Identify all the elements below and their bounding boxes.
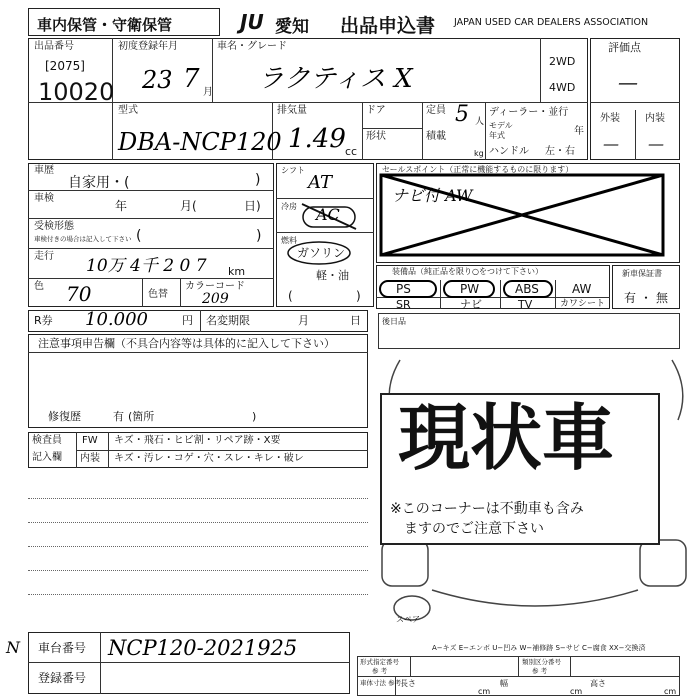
name-change-month: 月 — [298, 314, 309, 327]
fuel-paren-open: ( — [288, 289, 293, 303]
dealer-line4-choice: 左・右 — [545, 146, 575, 157]
registration-month: 7 — [183, 64, 200, 94]
exterior-value: — — [603, 134, 619, 153]
shape-label: 形状 — [366, 131, 386, 142]
fuel-label: 燃料 — [281, 236, 297, 245]
doors-label: ドア — [366, 105, 386, 116]
inspection-month: 月( — [180, 199, 197, 213]
shift-label: シフト — [281, 166, 305, 175]
receiving-paren: ( — [136, 228, 142, 244]
equipment-label: 装備品（純正品を限り○をつけて下さい） — [392, 267, 543, 276]
fuel-diesel: 軽・油 — [316, 269, 349, 282]
registration-month-unit: 月 — [203, 87, 213, 98]
warranty-no: 無 — [656, 291, 669, 305]
drive-2wd: 2WD — [549, 55, 576, 68]
equipment-item-aw: AW — [572, 282, 592, 296]
equipment-item-navi: ナビ — [460, 298, 482, 311]
dealer-line2: モデル — [489, 121, 513, 130]
receiving-label: 受検形態 — [34, 221, 74, 232]
spec-width: 幅 — [500, 679, 508, 688]
load-label: 積載 — [426, 131, 446, 142]
spec-body-size: 車体寸法 参考 — [360, 679, 402, 687]
equipment-item-seat: カワシート — [560, 299, 606, 309]
spec-model-no: 形式指定番号 — [360, 658, 399, 666]
car-name-value: ラクティス X — [258, 64, 413, 94]
load-unit: kg — [474, 149, 484, 158]
recycle-unit: 円 — [182, 314, 193, 327]
spec-height-unit: cm — [664, 687, 677, 696]
color-value: 70 — [66, 282, 92, 306]
spec-class-no: 類別区分番号 — [522, 658, 561, 666]
equipment-item-ps: PS — [396, 282, 411, 296]
interior-value: — — [648, 134, 664, 153]
equipment-item-abs: ABS — [515, 282, 539, 296]
repair-history-label: 修復歴 — [48, 410, 81, 423]
name-change-day: 日 — [350, 314, 361, 327]
reg-number-label: 登録番号 — [38, 671, 87, 685]
mileage-value: 10万 4千 2 0 7 — [86, 256, 207, 276]
car-name-label: 車名・グレード — [217, 41, 287, 52]
notes-label: 注意事項申告欄（不具合内容等は具体的に記入して下さい） — [38, 337, 335, 350]
history-value: 自家用・( — [68, 175, 130, 191]
ac-label: 冷房 — [281, 202, 297, 211]
sales-point-scribble: ナビ付 AW — [392, 186, 473, 205]
capacity-value: 5 — [455, 102, 469, 127]
paint-change-label: 色替 — [148, 289, 168, 300]
repair-history-close: ) — [252, 410, 257, 423]
name-change-label: 名変期限 — [206, 314, 250, 327]
spec-ref1: 参 考 — [372, 667, 388, 675]
later-items-box — [378, 313, 680, 349]
recycle-row — [28, 310, 368, 332]
inspection-day: 日) — [244, 199, 261, 213]
spec-ref2: 参 考 — [532, 667, 548, 675]
dealer-line2-year: 年 — [574, 126, 584, 137]
rating-value: — — [618, 70, 638, 94]
registration-year: 23 — [142, 66, 173, 94]
inspection-label: 車検 — [34, 193, 54, 204]
recycle-label: R券 — [34, 314, 53, 327]
capacity-unit: 人 — [475, 117, 485, 127]
chassis-label: 車台番号 — [38, 641, 87, 655]
color-code-label: カラーコード — [185, 281, 245, 292]
spec-height: 高さ — [590, 679, 606, 688]
warranty-sep: ・ — [640, 291, 653, 305]
fuel-gasoline: ガソリン — [297, 246, 346, 260]
storage-tag: 車内保管・守衛保管 — [37, 16, 173, 34]
equipment-item-tv: TV — [518, 298, 533, 311]
inspection-year: 年 — [115, 199, 128, 213]
history-close: ) — [255, 172, 261, 188]
displacement-unit: cc — [345, 145, 358, 158]
storage-tag-box — [28, 8, 220, 36]
org-english: JAPAN USED CAR DEALERS ASSOCIATION — [454, 17, 649, 28]
lot-label: 出品番号 — [34, 41, 74, 52]
mileage-unit: km — [228, 265, 246, 278]
doc-title: 出品申込書 — [340, 15, 436, 37]
exterior-label: 外装 — [600, 113, 620, 124]
displacement-value: 1.49 — [288, 124, 346, 154]
dealer-line1: ディーラー・並行 — [489, 107, 569, 118]
inspector-fw: FW — [82, 435, 98, 446]
capacity-label: 定員 — [426, 105, 446, 116]
chassis-prefix: N — [6, 638, 20, 657]
ac-value: AC — [316, 205, 340, 224]
inspector-in: 内装 — [80, 453, 100, 464]
repair-history-place: (箇所 — [128, 410, 155, 423]
ju-logo: JU — [240, 10, 264, 34]
lot-number: 10020 — [38, 78, 115, 106]
spec-length-unit: cm — [478, 687, 491, 696]
spec-width-unit: cm — [570, 687, 583, 696]
chassis-value: NCP120-2021925 — [108, 636, 298, 660]
shift-value: AT — [308, 172, 333, 193]
spare-label: スペア — [396, 615, 420, 624]
color-code-value: 209 — [202, 291, 229, 307]
model-value: DBA-NCP120 — [118, 128, 282, 156]
receiving-note: 車検付きの場合は記入して下さい — [34, 235, 132, 243]
dealer-line4: ハンドル — [489, 146, 529, 157]
inspector-fw-text: キズ・飛石・ヒビ割・リペア跡・X要 — [114, 435, 281, 446]
inspector-in-text: キズ・汚レ・コゲ・穴・スレ・キレ・破レ — [114, 453, 304, 464]
sales-point-label: セールスポイント（正常に機能するものに限ります） — [382, 165, 574, 174]
org-name: 愛知 — [275, 17, 309, 37]
recycle-value: 10.000 — [85, 309, 148, 330]
registration-label: 初度登録年月 — [118, 41, 178, 52]
receiving-close: ) — [256, 228, 262, 244]
inspector-label1: 検査員 — [32, 435, 62, 446]
inspector-label2: 記入欄 — [32, 452, 62, 463]
interior-label: 内装 — [645, 113, 665, 124]
damage-legend: A−キズ E−エンボ U−凹み W−補修跡 S−サビ C−腐食 XX−交換済 — [432, 644, 646, 652]
repair-history-has: 有 — [113, 410, 124, 423]
warranty-label: 新車保証書 — [622, 269, 662, 278]
condition-note2: ますのでご注意下さい — [404, 521, 544, 537]
displacement-label: 排気量 — [277, 105, 307, 116]
history-label: 車歴 — [34, 165, 54, 176]
rating-label: 評価点 — [608, 41, 641, 54]
dealer-line3: 年式 — [489, 131, 505, 140]
condition-note1: ※このコーナーは不動車も含み — [390, 501, 584, 517]
spec-length: 長さ — [400, 679, 416, 688]
drive-4wd: 4WD — [549, 81, 576, 94]
color-label: 色 — [34, 281, 44, 292]
model-label: 型式 — [118, 105, 138, 116]
equipment-item-sr: SR — [396, 298, 411, 311]
warranty-yes: 有 — [624, 291, 637, 305]
equipment-item-pw: PW — [460, 282, 480, 296]
later-items-label: 後日品 — [382, 317, 406, 326]
condition-title: 現状車 — [398, 396, 615, 480]
lot-code: [2075] — [45, 59, 85, 73]
fuel-paren-close: ) — [356, 289, 361, 303]
mileage-label: 走行 — [34, 251, 54, 262]
